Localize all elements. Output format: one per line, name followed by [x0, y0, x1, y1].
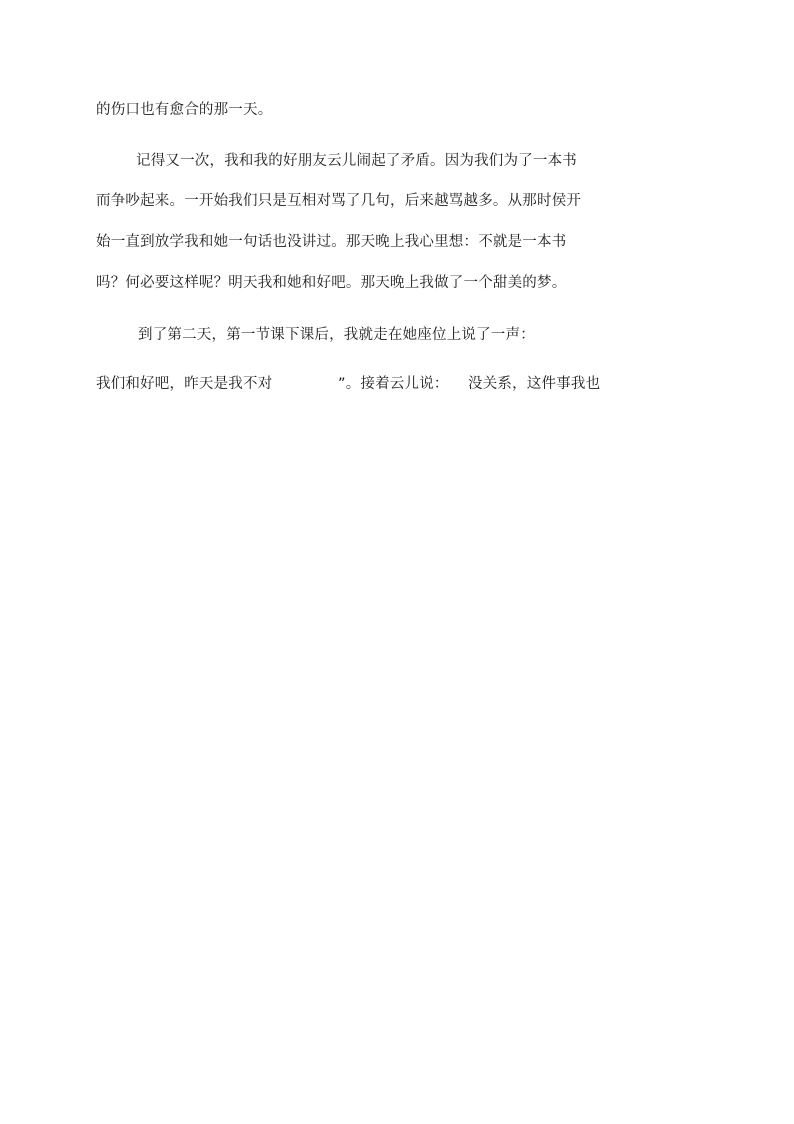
text-line: 到了第二天，第一节课下课后，我就走在她座位上说了一声：	[138, 327, 535, 343]
text-line: 而争吵起来。一开始我们只是互相对骂了几句，后来越骂越多。从那时侯开	[96, 193, 582, 209]
text-line-segmented	[0, 374, 794, 394]
text-line: 吗？何必要这样呢？明天我和她和好吧。那天晚上我做了一个甜美的梦。	[96, 275, 567, 291]
text-segment: 没关系，这件事我也	[468, 376, 601, 392]
text-line: 记得又一次，我和我的好朋友云儿闹起了矛盾。因为我们为了一本书	[136, 153, 577, 169]
text-segment: ”。接着云儿说：	[338, 376, 449, 392]
text-line: 的伤口也有愈合的那一天。	[96, 102, 273, 118]
text-segment: 我们和好吧，昨天是我不对	[96, 376, 273, 392]
text-line: 始一直到放学我和她一句话也没讲过。那天晚上我心里想：不就是一本书	[96, 234, 567, 250]
